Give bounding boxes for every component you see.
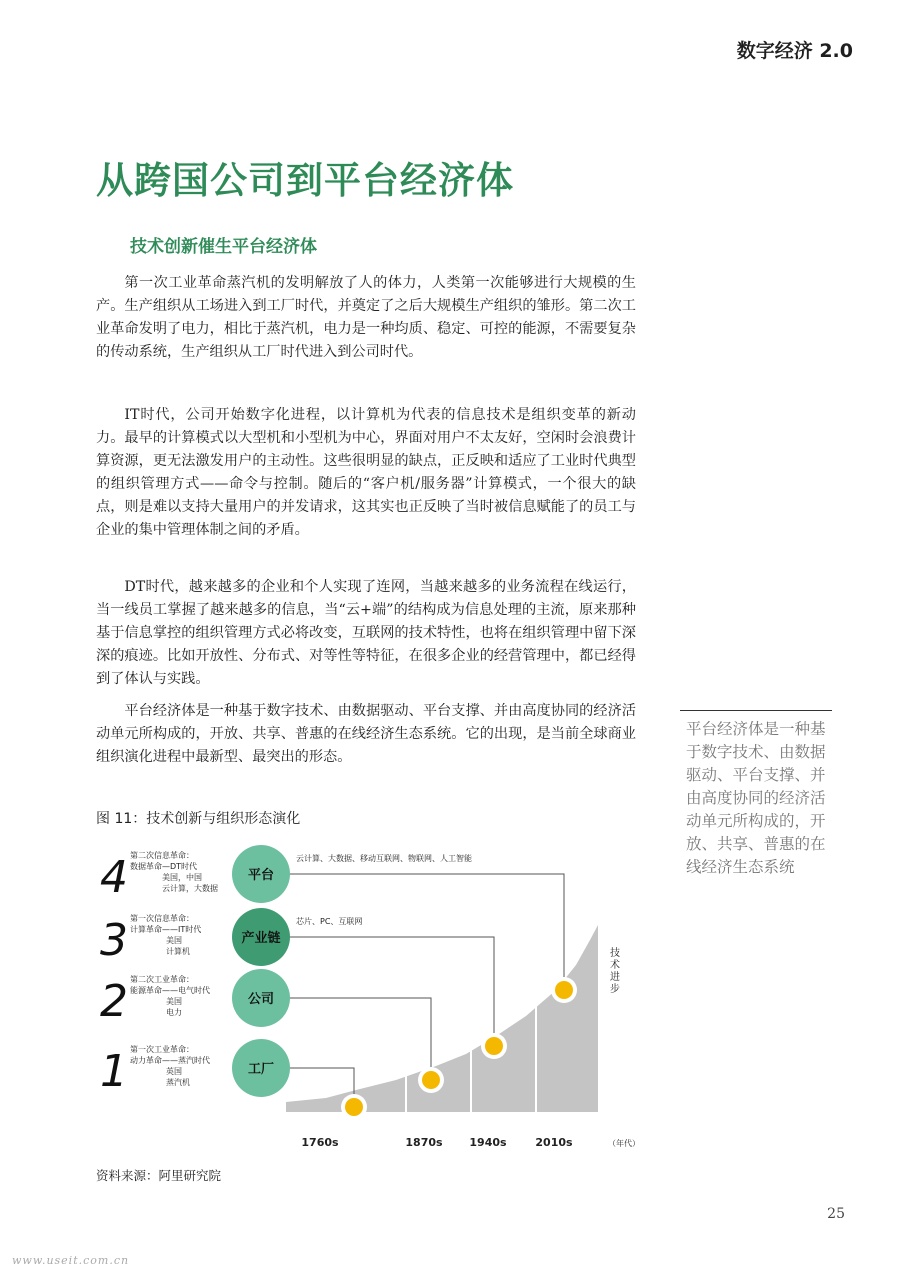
milestone-dot — [485, 1037, 503, 1055]
stage-desc-line: 美国 — [166, 936, 182, 945]
stage-number: 3 — [100, 915, 128, 966]
stage-desc-line: 蒸汽机 — [166, 1078, 190, 1087]
milestone-dot — [345, 1098, 363, 1116]
page-number: 25 — [827, 1206, 845, 1222]
x-tick-label: 1870s — [405, 1136, 443, 1149]
stage-connector — [289, 874, 564, 980]
stage-desc-line: 美国，中国 — [162, 873, 202, 882]
stage-number: 1 — [100, 1046, 128, 1097]
stage-desc-line: 计算机 — [166, 947, 190, 956]
stage-connector — [289, 937, 494, 1036]
y-axis-label-char: 步 — [610, 984, 620, 995]
header-title: 数字经济 2.0 — [736, 40, 853, 62]
stage-desc-line: 美国 — [166, 997, 182, 1006]
org-form-label: 产业链 — [241, 931, 281, 946]
stage-desc-line: 数据革命—DT时代 — [130, 862, 198, 871]
stage-2 — [100, 969, 290, 1027]
stage-desc-line: 第一次信息革命： — [130, 914, 194, 923]
stage-1 — [100, 1039, 290, 1097]
stage-desc-line: 动力革命——蒸汽时代 — [130, 1056, 210, 1065]
evolution-diagram — [96, 840, 656, 1160]
milestone-dot — [422, 1071, 440, 1089]
stage-desc-line: 第一次工业革命： — [130, 1045, 194, 1054]
tech-label: 云计算、大数据、移动互联网、物联网、人工智能 — [296, 854, 472, 863]
stage-desc-line: 第二次信息革命： — [130, 851, 194, 860]
stage-connector — [289, 1068, 354, 1097]
y-axis-label-char: 进 — [610, 972, 620, 983]
watermark: www.useit.com.cn — [12, 1254, 130, 1267]
x-tick-label: 1760s — [301, 1136, 339, 1149]
stage-number: 4 — [100, 852, 128, 903]
x-tick-label: 2010s — [535, 1136, 573, 1149]
stage-number: 2 — [100, 976, 128, 1027]
tech-label: 芯片、PC、互联网 — [296, 917, 363, 926]
sidebar-quote: 平台经济体是一种基于数字技术、由数据驱动、平台支撑、并由高度协同的经济活动单元所构成的，开放、共享、普惠的在线经济生态系统 — [686, 720, 826, 876]
figure-caption: 图 11：技术创新与组织形态演化 — [96, 811, 301, 827]
paragraph-4: 平台经济体是一种基于数字技术、由数据驱动、平台支撑、并由高度协同的经济活动单元所构成的，开放、共享、普惠的在线经济生态系统。它的出现，是当前全球商业组织演化进程中最新型、最突出的形态。 — [96, 703, 636, 765]
stage-desc-line: 英国 — [166, 1067, 182, 1076]
stage-desc-line: 能源革命——电气时代 — [130, 986, 210, 995]
paragraph-2: IT时代，公司开始数字化进程，以计算机为代表的信息技术是组织变革的新动力。最早的计算模式以大型机和小型机为中心，界面对用户不太友好，空闲时会浪费计算资源，更无法激发用户的主动性。这些很明显的缺点，正反映和适应了工业时代典型的组织管理方式——命令与控制。随后的“客户机/服务器”计算模式，一个很大的缺点，则是难以支持大量用户的并发请求，这其实也正反映了当时被信息赋能了的员工与企业的集中管理体制之间的矛盾。 — [96, 407, 636, 538]
article-title: 从跨国公司到平台经济体 — [96, 159, 514, 202]
stage-desc-line: 计算革命——IT时代 — [130, 925, 202, 934]
y-axis-label-char: 技 — [610, 948, 620, 959]
stage-desc-line: 第二次工业革命： — [130, 975, 194, 984]
source-note: 资料来源：阿里研究院 — [96, 1168, 222, 1183]
section-subtitle: 技术创新催生平台经济体 — [130, 237, 317, 257]
stage-desc-line: 电力 — [166, 1008, 182, 1017]
paragraph-1: 第一次工业革命蒸汽机的发明解放了人的体力，人类第一次能够进行大规模的生产。生产组织从工场进入到工厂时代，并奠定了之后大规模生产组织的雏形。第二次工业革命发明了电力，相比于蒸汽机，电力是一种均质、稳定、可控的能源，不需要复杂的传动系统，生产组织从工厂时代进入到公司时代。 — [96, 275, 636, 360]
stage-desc-line: 云计算，大数据 — [162, 884, 218, 893]
y-axis-label-char: 术 — [610, 960, 620, 971]
org-form-label: 平台 — [247, 868, 275, 883]
paragraph-3: DT时代，越来越多的企业和个人实现了连网，当越来越多的业务流程在线运行，当一线员工掌握了越来越多的信息，当“云+端”的结构成为信息处理的主流，原来那种基于信息掌控的组织管理方式必将改变，互联网的技术特性，也将在组织管理中留下深深的痕迹。比如开放性、分布式、对等性等特征，在很多企业的经营管理中，都已经得到了体认与实践。 — [96, 579, 636, 687]
stage-connector — [289, 998, 431, 1070]
org-form-label: 工厂 — [247, 1062, 275, 1077]
sidebar-rule — [680, 710, 832, 711]
x-tick-label: 1940s — [469, 1136, 507, 1149]
x-unit-label: （年代） — [608, 1139, 640, 1148]
org-form-label: 公司 — [247, 992, 275, 1007]
milestone-dot — [555, 981, 573, 999]
